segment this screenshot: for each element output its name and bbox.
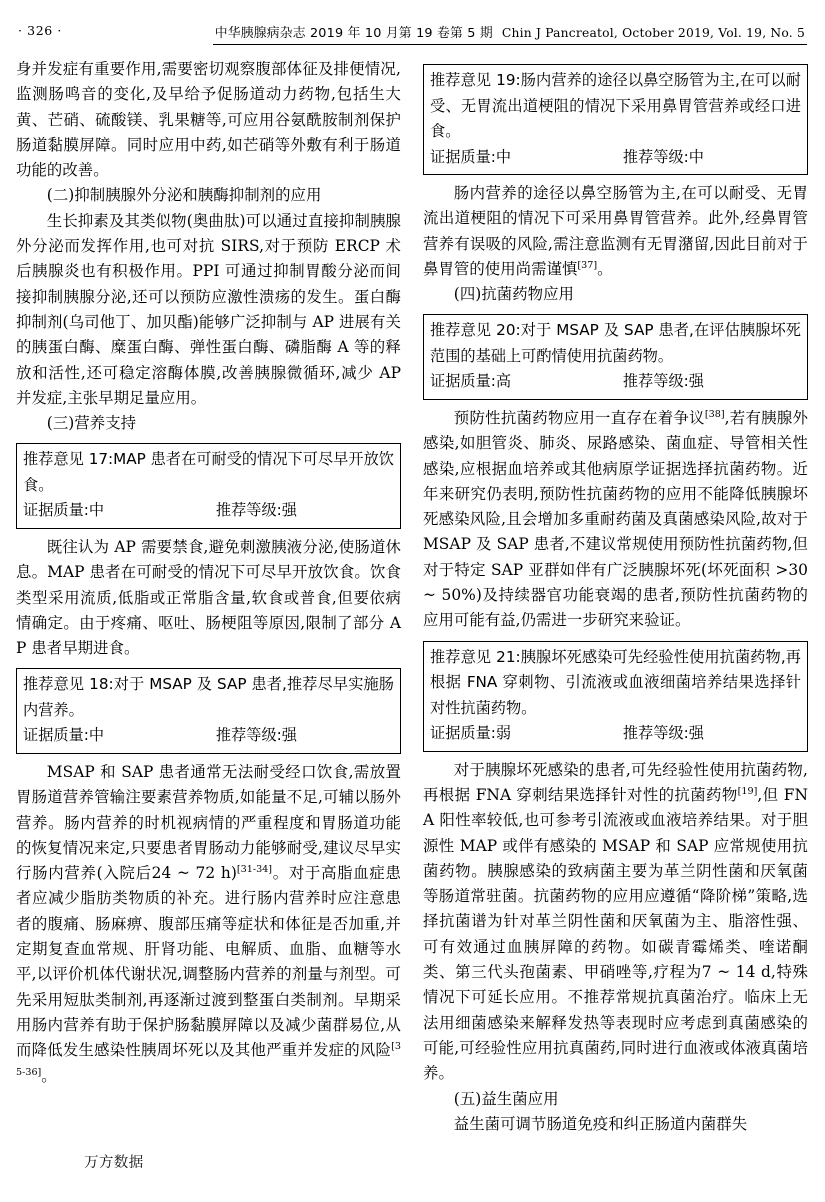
recommendation-19-grade: 推荐等级:中 [622,147,704,166]
recommendation-20-statement: 推荐意见 20:对于 MSAP 及 SAP 患者,在评估胰腺坏死范围的基础上可酌情使用抗菌药物。 [430,321,801,365]
paragraph-prophylactic-antibiotics-part1: 预防性抗菌药物应用一直存在着争议 [453,408,705,427]
recommendation-box-21 [423,641,808,752]
paragraph-continued: 身并发症有重要作用,需要密切观察腹部体征及排便情况,监测肠鸣音的变化,及早给予促肠道动力药物,包括生大黄、芒硝、硫酸镁、乳果糖等,可应用谷氨酰胺制剂保护肠道黏膜屏障。同时应用中药,如芒硝等外敷有利于肠道功能的改善。 [16,60,401,180]
paragraph-necrosis-infection [423,758,808,1087]
running-head [0,22,825,48]
paragraph-enteral-nutrition-part2: 。对于高脂血症患者应减少脂肪类物质的补充。进行肠内营养时应注意患者的腹痛、肠麻痹、腹部压痛等症状和体征是否加重,并定期复查血常规、肝肾功能、电解质、血脂、血糖等水平,以评价机体代谢状况,调整肠内营养的剂量与剂型。可先采用短肽类制剂,再逐渐过渡到整蛋白类制剂。早期采用肠内营养有助于保护肠黏膜屏障以及减少菌群易位,从而降低发生感染性胰周坏死以及其他严重并发症的风险 [16,864,401,1060]
paragraph-pancreatic-secretion: 生长抑素及其类似物(奥曲肽)可以通过直接抑制胰腺外分泌而发挥作用,也可对抗 SIRS,对于预防 ERCP 术后胰腺炎也有积极作用。PPI 可通过抑制胃酸分泌而间接抑制胰腺分泌,还可以预防应激性溃疡的发生。蛋白酶抑制剂(乌司他丁、加贝酯)能够广泛抑制与 AP 进展有关的胰蛋白酶、糜蛋白酶、弹性蛋白酶、磷脂酶 A 等的释放和活性,还可稳定溶酶体膜,改善胰腺微循环,减少 AP 并发症,主张早期足量应用。 [16,211,401,407]
recommendation-18-grade: 推荐等级:强 [215,726,297,745]
paragraph-nasojejunal-route-part2: 。 [597,259,613,278]
recommendation-20-meta [430,369,801,395]
reference-marker-35-36: [35-36] [16,1041,401,1078]
wanfang-data-watermark: 万方数据 [84,1155,144,1171]
left-column [16,57,401,1137]
page-folio: · 326 · [18,23,62,38]
recommendation-17-evidence-quality: 证据质量:中 [23,501,105,520]
paragraph-enteral-nutrition [16,760,401,1089]
journal-title-cn: 中华胰腺病杂志 2019 年 10 月第 19 卷第 5 期 [214,26,493,41]
paragraph-early-feeding: 既往认为 AP 需要禁食,避免刺激胰液分泌,使肠道休息。MAP 患者在可耐受的情况下可尽早开放饮食。饮食类型采用流质,低脂或正常脂含量,软食或普食,但要依病情确定。由于疼痛、呕吐、肠梗阻等原因,限制了部分 AP 患者早期进食。 [16,537,401,658]
journal-title-en: Chin J Pancreatol, October 2019, Vol. 19, No. 5 [501,26,805,40]
running-head-citation [213,22,807,45]
recommendation-19-statement: 推荐意见 19:肠内营养的途径以鼻空肠管为主,在可以耐受、无胃流出道梗阻的情况下采用鼻胃管营养或经口进食。 [430,71,801,140]
paragraph-nasojejunal-route-part1: 肠内营养的途径以鼻空肠管为主,在可以耐受、无胃流出道梗阻的情况下可采用鼻胃管营养。此外,经鼻胃管营养有误吸的风险,需注意监测有无胃潴留,因此目前对于鼻胃管的使用尚需谨慎 [423,184,808,278]
recommendation-18-statement: 推荐意见 18:对于 MSAP 及 SAP 患者,推荐尽早实施肠内营养。 [23,675,394,719]
recommendation-21-evidence-quality: 证据质量:弱 [430,724,512,743]
reference-marker-31-34: [31-34] [236,864,273,875]
recommendation-box-20 [423,314,808,400]
recommendation-box-19 [423,64,808,175]
recommendation-box-18 [16,668,401,754]
recommendation-20-grade: 推荐等级:强 [622,372,704,391]
paragraph-nasojejunal-route [423,181,808,282]
recommendation-17-statement: 推荐意见 17:MAP 患者在可耐受的情况下可尽早开放饮食。 [23,450,394,494]
section-heading-3: (三)营养支持 [46,414,137,433]
reference-marker-38: [38] [704,408,725,420]
recommendation-18-meta [23,723,394,749]
paragraph-prophylactic-antibiotics [423,406,808,634]
paragraph-necrosis-infection-part2: ,但 FNA 阳性率较低,也可参考引流液或血液培养结果。对于胆源性 MAP 或伴有感染的 MSAP 和 SAP 应常规使用抗菌药物。胰腺感染的致病菌主要为革兰阴性菌和厌氧菌等肠道常驻菌。抗菌药物的应用应遵循“降阶梯”策略,选择抗菌谱为针对革兰阴性菌和厌氧菌为主、脂溶性强、可有效通过血胰屏障的药物。如碳青霉烯类、喹诺酮类、第三代头孢菌素、甲硝唑等,疗程为7 ~ 14 d,特殊情况下可延长应用。不推荐常规抗真菌治疗。临床上无法用细菌感染来解释发热等表现时应考虑到真菌感染的可能,可经验性应用抗真菌药,同时进行血液或体液真菌培养。 [423,785,808,1083]
section-heading-4: (四)抗菌药物应用 [453,285,574,304]
paragraph-prophylactic-antibiotics-part2: ,若有胰腺外感染,如胆管炎、肺炎、尿路感染、菌血症、导管相关性感染,应根据血培养或其他病原学证据选择抗菌药物。近年来研究仍表明,预防性抗菌药物的应用不能降低胰腺坏死感染风险,且会增加多重耐药菌及真菌感染风险,故对于 MSAP 及 SAP 患者,不建议常规使用预防性抗菌药物,但对于特定 SAP 亚群如伴有广泛胰腺坏死(坏死面积 >30 ~ 50%)及持续器官功能衰竭的患者,预防性抗菌药物的应用可能有益,仍需进一步研究来验证。 [423,408,808,630]
paragraph-necrosis-infection-part1: 对于胰腺坏死感染的患者,可先经验性使用抗菌药物,再根据 FNA 穿刺结果选择针对性的抗菌药物 [423,760,808,804]
recommendation-17-meta [23,498,394,524]
recommendation-box-17 [16,443,401,529]
recommendation-20-evidence-quality: 证据质量:高 [430,372,512,391]
section-heading-5: (五)益生菌应用 [453,1089,559,1108]
paragraph-probiotics: 益生菌可调节肠道免疫和纠正肠道内菌群失 [453,1114,748,1133]
recommendation-21-statement: 推荐意见 21:胰腺坏死感染可先经验性使用抗菌药物,再根据 FNA 穿刺物、引流液或血液细菌培养结果选择针对性抗菌药物。 [430,647,801,717]
right-column [423,57,808,1137]
paragraph-enteral-nutrition-part3: 。 [41,1066,57,1085]
recommendation-21-meta [430,721,801,747]
reference-marker-37: [37] [577,259,598,271]
recommendation-19-evidence-quality: 证据质量:中 [430,147,512,166]
section-heading-2: (二)抑制胰腺外分泌和胰酶抑制剂的应用 [46,186,322,205]
paragraph-enteral-nutrition-part1: MSAP 和 SAP 患者通常无法耐受经口饮食,需放置胃肠道营养管输注要素营养物质,如能量不足,可辅以肠外营养。肠内营养的时机视病情的严重程度和胃肠道功能的恢复情况来定,只要患者胃肠动力能够耐受,建议尽早实行肠内营养(入院后24 ~ 72 h) [16,762,401,883]
recommendation-18-evidence-quality: 证据质量:中 [23,726,105,745]
reference-marker-19: [19] [737,785,758,797]
two-column-body [0,57,825,1137]
recommendation-17-grade: 推荐等级:强 [215,501,297,520]
recommendation-21-grade: 推荐等级:强 [622,724,704,743]
recommendation-19-meta [430,145,801,171]
